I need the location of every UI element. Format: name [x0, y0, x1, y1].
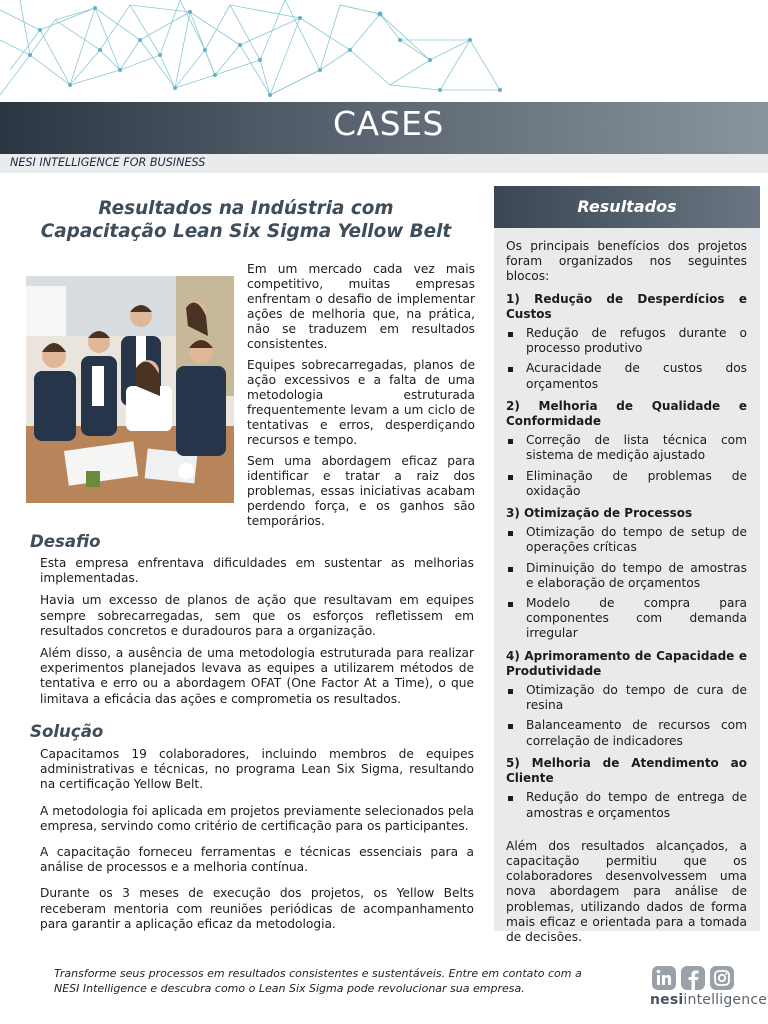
social-links — [651, 965, 736, 991]
challenge-paragraph: Esta empresa enfrentava dificuldades em sustentar as melhorias implementadas. — [40, 556, 474, 586]
brand-logo-bold: nesi — [650, 992, 684, 1008]
results-list — [506, 525, 747, 641]
article-title-line1: Resultados na Indústria com — [98, 198, 394, 219]
results-item: Otimização do tempo de setup de operações críticas — [506, 525, 747, 555]
challenge-heading: Desafio — [30, 532, 101, 551]
results-list — [506, 326, 747, 392]
team-meeting-photo — [26, 276, 234, 503]
results-item: Redução do tempo de entrega de amostras e orçamentos — [506, 790, 747, 820]
intro-paragraph: Sem uma abordagem eficaz para identificar e tratar a raiz dos problemas, essas iniciativas acabam perdendo força, e os ganhos são temporários. — [247, 454, 475, 528]
solution-paragraph: A capacitação forneceu ferramentas e técnicas essenciais para a análise de processos e a melhoria contínua. — [40, 845, 474, 875]
results-item: Balanceamento de recursos com correlação de indicadores — [506, 718, 747, 748]
intro-paragraph: Em um mercado cada vez mais competitivo, muitas empresas enfrentam o desafio de implementar ações de melhoria que, na prática, não se traduzem em resultados consistentes. — [247, 262, 475, 351]
article-title-line2: Capacitação Lean Six Sigma Yellow Belt — [40, 221, 452, 242]
results-intro: Os principais benefícios dos projetos foram organizados nos seguintes blocos: — [506, 239, 747, 284]
tagline: NESI INTELLIGENCE FOR BUSINESS — [10, 156, 206, 169]
results-group-title: 5) Melhoria de Atendimento ao Cliente — [506, 755, 747, 786]
solution-paragraph: Durante os 3 meses de execução dos projetos, os Yellow Belts receberam mentoria com reuniões periódicas de acompanhamento para garantir a aplicação eficaz da metodologia. — [40, 886, 474, 931]
intro-paragraph: Equipes sobrecarregadas, planos de ação excessivos e a falta de uma metodologia estruturada frequentemente levam a um ciclo de tentativas e erros, desperdiçando recursos e tempo. — [247, 358, 475, 447]
solution-paragraph: Capacitamos 19 colaboradores, incluindo membros de equipes administrativas e técnicas, no programa Lean Six Sigma, resultando na certificação Yellow Belt. — [40, 747, 474, 792]
results-heading: Resultados — [577, 197, 677, 216]
results-item: Otimização do tempo de cura de resina — [506, 683, 747, 713]
results-group-title: 3) Otimização de Processos — [506, 506, 693, 521]
challenge-paragraph: Havia um excesso de planos de ação que resultavam em equipes sempre sobrecarregadas, sem que os esforços refletissem em resultados concretos e duradouros para a organização. — [40, 593, 474, 638]
footer-line: Transforme seus processos em resultados consistentes e sustentáveis. Entre em contato com a — [54, 967, 582, 980]
results-content — [506, 239, 747, 951]
brand-logo-rest: intelligence — [683, 992, 768, 1008]
solution-paragraph: A metodologia foi aplicada em projetos previamente selecionados pela empresa, servindo como critério de certificação para os participantes. — [40, 803, 474, 833]
linkedin-icon[interactable] — [652, 966, 676, 990]
results-item: Redução de refugos durante o processo produtivo — [506, 326, 747, 356]
solution-text — [40, 747, 474, 943]
results-item: Diminuição do tempo de amostras e elaboração de orçamentos — [506, 561, 747, 591]
network-decoration — [0, 0, 520, 104]
instagram-icon[interactable] — [710, 966, 734, 990]
results-list — [506, 683, 747, 749]
footer-line: NESI Intelligence e descubra como o Lean Six Sigma pode revolucionar sua empresa. — [54, 982, 525, 995]
results-list — [506, 433, 747, 499]
results-item: Eliminação de problemas de oxidação — [506, 469, 747, 499]
results-closing: Além dos resultados alcançados, a capacitação permitiu que os colaboradores desenvolvessem uma nova abordagem para análise de problemas, utilizando dados de forma mais eficaz e orientada para a tomada de decisões. — [506, 838, 747, 944]
results-group-title: 1) Redução de Desperdícios e Custos — [506, 291, 747, 321]
results-group-title: 4) Aprimoramento de Capacidade e Produtividade — [506, 648, 747, 678]
challenge-text — [40, 556, 474, 714]
results-item: Acuracidade de custos dos orçamentos — [506, 361, 747, 391]
solution-heading: Solução — [30, 722, 104, 741]
footer-cta — [54, 966, 614, 996]
results-group-title: 2) Melhoria de Qualidade e Conformidade — [506, 398, 747, 429]
brand-logo — [650, 992, 767, 1008]
results-item: Correção de lista técnica com sistema de medição ajustado — [506, 433, 747, 463]
facebook-icon[interactable] — [681, 966, 705, 990]
banner-title: CASES — [333, 104, 444, 143]
challenge-paragraph: Além disso, a ausência de uma metodologia estruturada para realizar experimentos planejados levava as equipes a utilizarem métodos de tentativa e erro ou a abordagem OFAT (One Factor At a Time), o que limitava a eficácia das ações e comprometia os resultados. — [40, 646, 474, 706]
results-item: Modelo de compra para componentes com demanda irregular — [506, 596, 747, 642]
results-list — [506, 790, 747, 820]
intro-text — [247, 262, 475, 535]
